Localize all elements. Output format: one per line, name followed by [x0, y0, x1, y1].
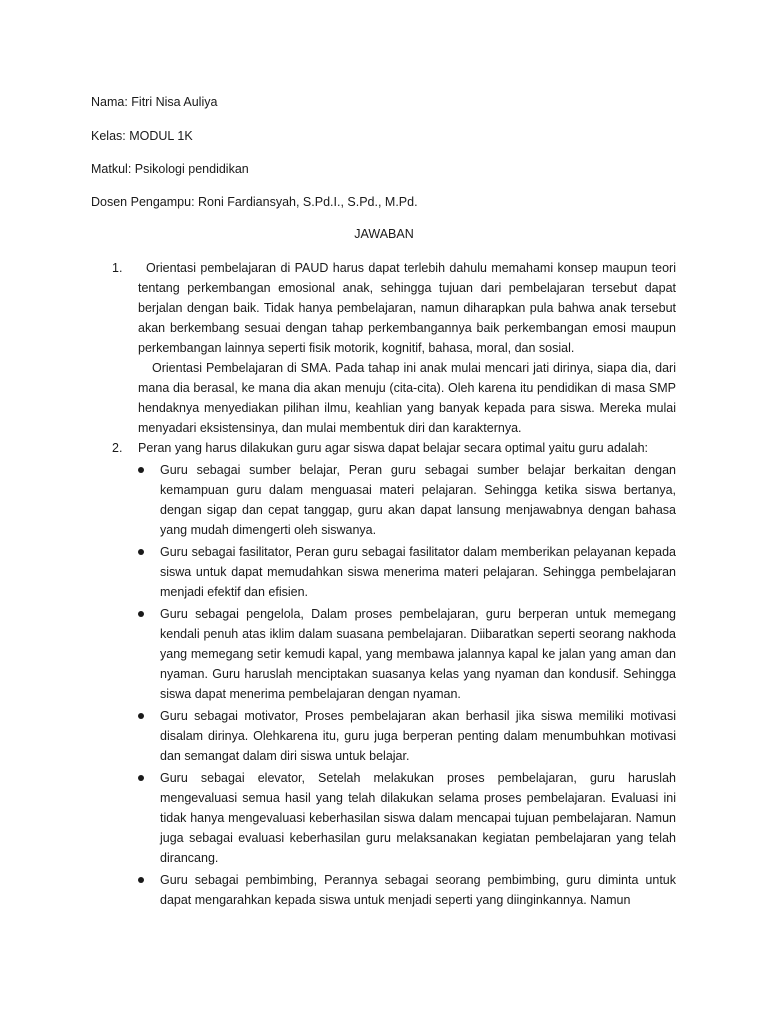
- list-item: [138, 542, 676, 602]
- bullet-icon: [138, 549, 144, 555]
- bullet-list: [138, 460, 676, 910]
- answer-number: 1.: [112, 261, 123, 275]
- answer-number: 2.: [112, 441, 123, 455]
- bullet-icon: [138, 877, 144, 883]
- answer-list: [112, 258, 676, 910]
- class-line: Kelas: MODUL 1K: [91, 129, 193, 143]
- answer-paragraph: Peran yang harus dilakukan guru agar siswa dapat belajar secara optimal yaitu guru adalah:: [138, 441, 649, 455]
- bullet-text: Guru sebagai motivator, Proses pembelajaran akan berhasil jika siswa memiliki motivasi disalam dirinya. Olehkarena itu, guru juga berperan penting dalam menumbuhkan motivasi dan semangat dalam diri siswa untuk belajar.: [160, 709, 676, 763]
- list-item: [138, 706, 676, 766]
- bullet-icon: [138, 611, 144, 617]
- bullet-icon: [138, 467, 144, 473]
- course-line: Matkul: Psikologi pendidikan: [91, 162, 249, 176]
- bullet-text: Guru sebagai pengelola, Dalam proses pembelajaran, guru berperan untuk memegang kendali penuh atas iklim dalam suasana pembelajaran. Diibaratkan seperti seorang nakhoda yang memegang setir kemudi kapal, yang membawa jalannya kapal ke jalan yang aman dan nyaman. Guru haruslah menciptakan suasanya kelas yang nyaman dan kondusif. Sehingga siswa dapat menerima pembelajaran dengan nyaman.: [160, 607, 676, 701]
- list-item: [138, 604, 676, 704]
- bullet-text: Guru sebagai sumber belajar, Peran guru sebagai sumber belajar berkaitan dengan kemampuan guru dalam menguasai materi pelajaran. Sehingga ketika siswa bertanya, dengan sigap dan cepat tanggap, guru akan dapat lansung menjawabnya dengan bahasa yang mudah dimengerti oleh siswanya.: [160, 463, 676, 537]
- bullet-text: Guru sebagai fasilitator, Peran guru sebagai fasilitator dalam memberikan pelayanan kepada siswa untuk dapat memudahkan siswa menerima materi pelajaran. Sehingga pembelajaran menjadi efektif dan efisien.: [160, 545, 676, 599]
- answer-title: JAWABAN: [354, 227, 414, 241]
- student-name-line: Nama: Fitri Nisa Auliya: [91, 95, 218, 109]
- bullet-icon: [138, 713, 144, 719]
- lecturer-line: Dosen Pengampu: Roni Fardiansyah, S.Pd.I., S.Pd., M.Pd.: [91, 195, 418, 209]
- bullet-text: Guru sebagai pembimbing, Perannya sebagai seorang pembimbing, guru diminta untuk dapat mengarahkan kepada siswa untuk menjadi seperti yang diinginkannya. Namun: [160, 873, 676, 907]
- bullet-icon: [138, 775, 144, 781]
- list-item: [138, 768, 676, 868]
- answer-paragraph: Orientasi pembelajaran di PAUD harus dapat terlebih dahulu memahami konsep maupun teori tentang perkembangan emosional anak, sehingga tujuan dari pembelajaran tersebut dapat berjalan dengan baik. Tidak hanya pembelajaran, namun diharapkan pula bahwa anak tersebut akan berkembang sesuai dengan tahap perkembangannya baik perkembangan emosi maupun perkembangan lainnya seperti fisik motorik, kognitif, bahasa, moral, dan sosial.: [138, 261, 676, 355]
- bullet-text: Guru sebagai elevator, Setelah melakukan proses pembelajaran, guru haruslah mengevaluasi semua hasil yang telah dilakukan selama proses pembelajaran. Evaluasi ini tidak hanya mengevaluasi keberhasilan siswa dalam mencapai tujuan pembelajaran. Namun juga sebagai evaluasi keberhasilan guru melaksanakan kegiatan pembelajaran yang telah dirancang.: [160, 771, 676, 865]
- list-item: [138, 460, 676, 540]
- answer-item-2: [112, 438, 676, 910]
- list-item: [138, 870, 676, 910]
- answer-item-1: [112, 258, 676, 438]
- answer-paragraph-2: Orientasi Pembelajaran di SMA. Pada tahap ini anak mulai mencari jati dirinya, siapa dia, dari mana dia berasal, ke mana dia akan menuju (cita-cita). Oleh karena itu pendidikan di masa SMP hendaknya menyediakan pilihan ilmu, keahlian yang banyak kepada para siswa. Mereka mulai menyadari eksistensinya, dan mulai membentuk diri dan karakternya.: [138, 361, 676, 435]
